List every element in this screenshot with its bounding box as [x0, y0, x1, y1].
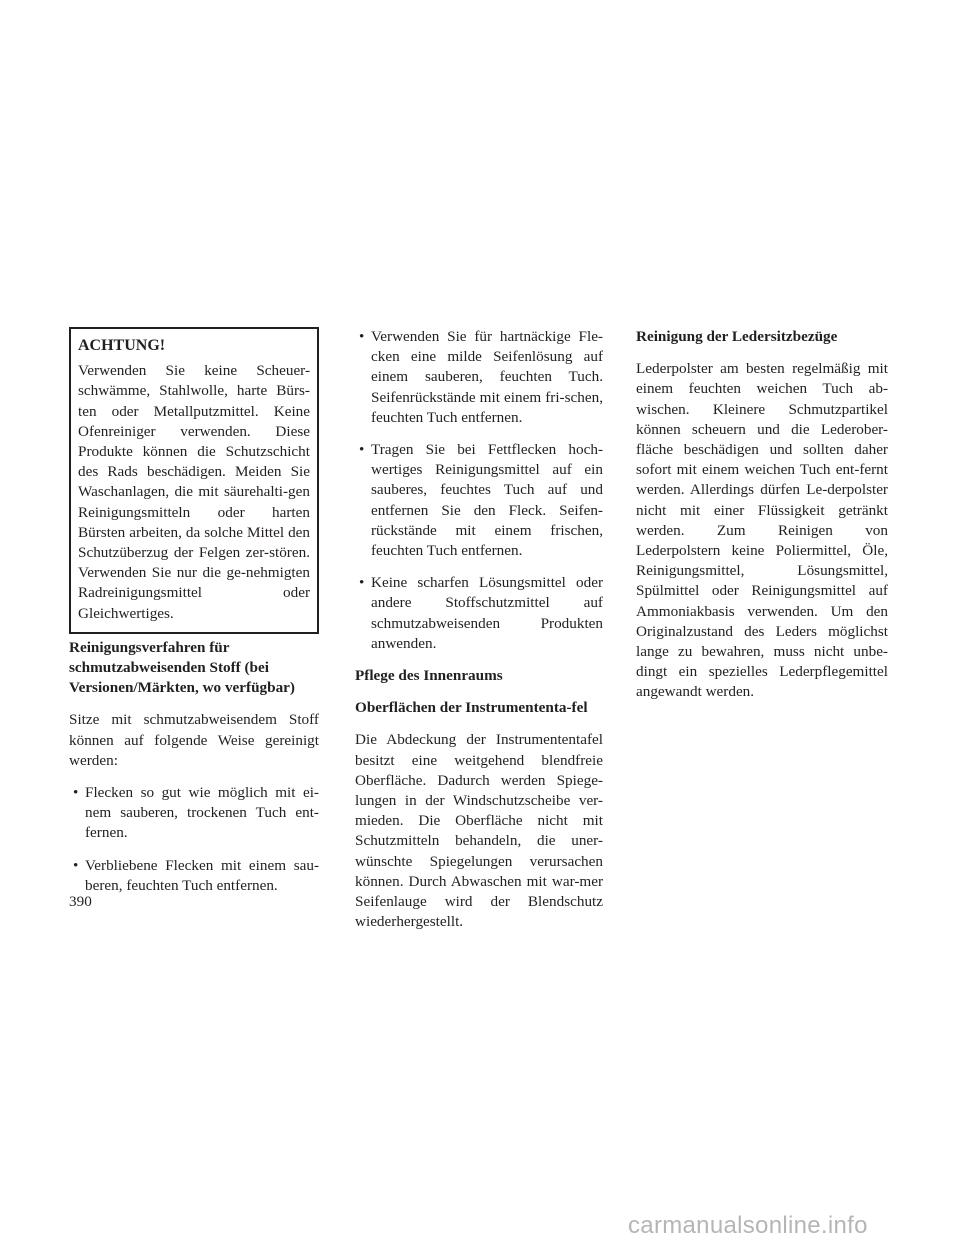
warning-text: Verwenden Sie keine Scheuer-schwämme, Stahlwolle, harte Bürs-ten oder Metallputzmittel. Keine Ofenreiniger verwenden. Diese Produkte können die Schutzschicht des Rads beschädigen. Meiden Sie Waschanlagen, die mit säurehalti-gen Reinigungsmitteln oder harten Bürsten arbeiten, da solche Mittel den Schutzüberzug der Felgen zer-stören. Verwenden Sie nur die ge-nehmigten Radreinigungsmittel oder Gleichwertiges. [78, 362, 310, 622]
section-intro: Sitze mit schmutzabweisendem Stoff können auf folgende Weise gereinigt werden: [69, 711, 319, 769]
leather-seats-text: Lederpolster am besten regelmäßig mit einem feuchten weichen Tuch ab-wischen. Kleinere Schmutzpartikel können scheuern und die Lederober-fläche beschädigen und sollten daher sofort mit einem weichen Tuch ent-fernt werden. Allerdings dürfen Le-derpolster nicht mit einer Flüssigkeit getränkt werden. Zum Reinigen von Lederpolstern keine Poliermittel, Öle, Reinigungsmittel, Lösungsmittel, Spülmittel oder Reinigungsmittel auf Ammoniakbasis verwenden. Um den Originalzustand des Leders möglichst lange zu bewahren, muss nicht unbe-dingt ein spezielles Lederpflegemittel angewandt werden. [636, 360, 888, 701]
warning-box [69, 327, 319, 634]
column-right [636, 327, 888, 715]
instrument-panel-text: Die Abdeckung der Instrumententafel besitzt eine weitgehend blendfreie Oberfläche. Dadurch werden Spiege-lungen in der Windschutzscheibe ver-mieden. Die Oberfläche nicht mit Schutzmitteln behandeln, die uner-wünschte Spiegelungen verursachen können. Durch Abwaschen mit war-mer Seifenlauge wird der Blendschutz wiederhergestellt. [355, 731, 603, 931]
warning-title: ACHTUNG! [78, 337, 166, 354]
page-number: 390 [69, 893, 92, 910]
cleaning-steps-list-continued [355, 327, 603, 654]
subheading-instrument-panel: Oberflächen der Instrumententa-fel [355, 699, 588, 717]
list-item: • Verbliebene Flecken mit einem sau-beren, feuchten Tuch entfernen. [69, 856, 319, 896]
watermark: carmanualsonline.info [628, 1212, 868, 1239]
list-item: • Flecken so gut wie möglich mit ei-nem sauberen, trockenen Tuch ent-fernen. [69, 783, 319, 844]
section-heading-leather-seats: Reinigung der Ledersitzbezüge [636, 328, 838, 345]
section-heading-interior-care: Pflege des Innenraums [355, 667, 503, 685]
list-item: • Tragen Sie bei Fettflecken hoch-wertiges Reinigungsmittel auf ein sauberes, feuchtes Tuch auf und entfernen Sie den Fleck. Seifen-rückstände mit einem frischen, feuchten Tuch entfernen. [355, 440, 603, 561]
list-item: • Verwenden Sie für hartnäckige Fle-cken eine milde Seifenlösung auf einem sauberen, feuchten Tuch. Seifenrückstände mit einem fri-schen, feuchten Tuch entfernen. [355, 327, 603, 428]
section-heading-stain-resistant-fabric: Reinigungsverfahren für schmutzabweisenden Stoff (bei Versionen/Märkten, wo verfügbar) [69, 638, 295, 697]
column-middle [355, 327, 603, 944]
cleaning-steps-list [69, 783, 319, 896]
list-item: • Keine scharfen Lösungsmittel oder andere Stoffschutzmittel auf schmutzabweisenden Produkten anwenden. [355, 573, 603, 654]
column-left [69, 327, 319, 908]
